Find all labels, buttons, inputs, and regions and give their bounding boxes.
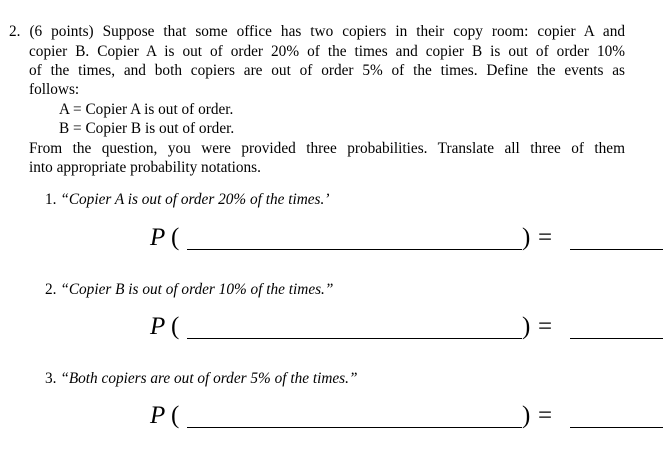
equals-sign: = [538, 402, 553, 429]
value-blank[interactable] [570, 338, 663, 339]
problem-statement-line-1: 2. (6 points) Suppose that some office has two copiers in their copy room: copier A and [9, 23, 625, 40]
open-paren: ( [171, 402, 180, 429]
probability-symbol: P [150, 402, 166, 429]
event-blank[interactable] [187, 249, 522, 250]
close-paren: ) [522, 313, 531, 340]
instruction-line-2: into appropriate probability notations. [29, 159, 261, 176]
sub-question-number: 1. [45, 191, 57, 208]
probability-symbol: P [150, 224, 166, 251]
sub-question-quote: “Copier A is out of order 20% of the times.’ [60, 191, 330, 208]
equals-sign: = [538, 224, 553, 251]
close-paren: ) [522, 402, 531, 429]
event-blank[interactable] [187, 338, 522, 339]
close-paren: ) [522, 224, 531, 251]
open-paren: ( [171, 224, 180, 251]
open-paren: ( [171, 313, 180, 340]
event-a-definition: A = Copier A is out of order. [59, 101, 234, 118]
value-blank[interactable] [570, 427, 663, 428]
problem-statement-line-4: follows: [29, 81, 80, 98]
sub-question-number: 2. [45, 281, 57, 298]
sub-question-1 [45, 190, 329, 209]
probability-symbol: P [150, 313, 166, 340]
event-blank[interactable] [187, 427, 522, 428]
event-b-definition: B = Copier B is out of order. [59, 120, 235, 137]
equals-sign: = [538, 313, 553, 340]
sub-question-3 [45, 369, 357, 388]
problem-statement-line-3: of the times, and both copiers are out of order 5% of the times. Define the events as [29, 62, 625, 79]
probability-answer-2 [150, 311, 553, 351]
value-blank[interactable] [570, 249, 663, 250]
probability-answer-3 [150, 400, 553, 440]
sub-question-quote: “Both copiers are out of order 5% of the times.” [60, 370, 358, 387]
sub-question-2 [45, 280, 333, 299]
sub-question-number: 3. [45, 370, 57, 387]
problem-statement-line-2: copier B. Copier A is out of order 20% of the times and copier B is out of order 10% [29, 43, 625, 60]
probability-answer-1 [150, 222, 553, 262]
instruction-line-1: From the question, you were provided three probabilities. Translate all three of them [29, 140, 625, 157]
sub-question-quote: “Copier B is out of order 10% of the times.” [60, 281, 334, 298]
